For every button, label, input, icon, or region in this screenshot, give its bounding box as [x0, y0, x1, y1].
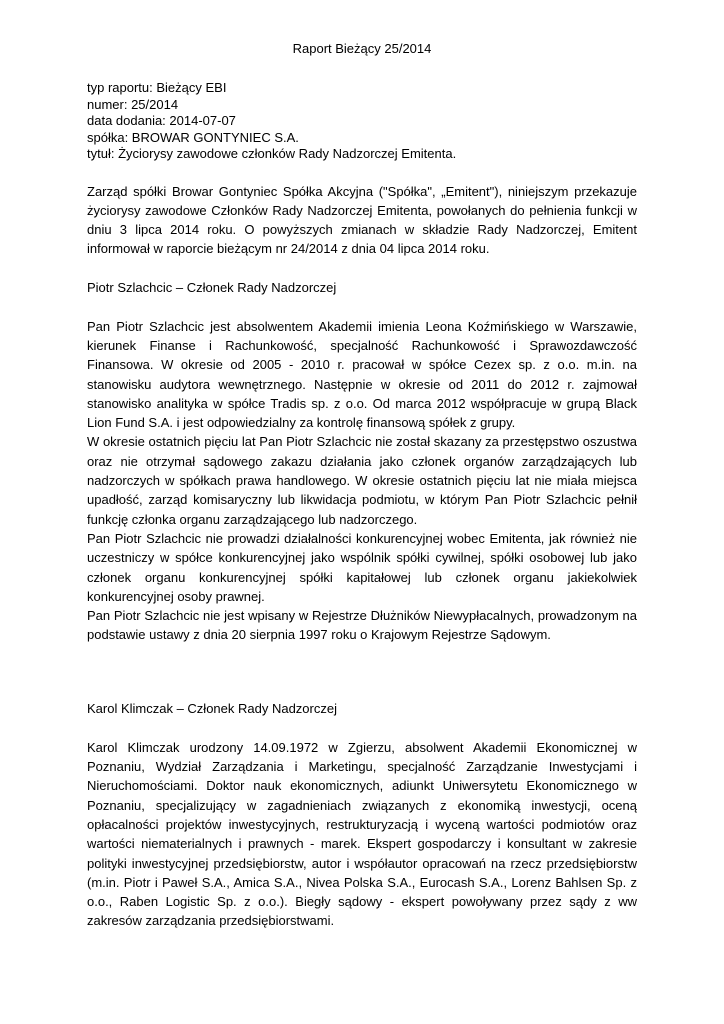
member1-registry-paragraph: Pan Piotr Szlachcic nie jest wpisany w Rejestrze Dłużników Niewypłacalnych, prowadzonym na podstawie ustawy z dnia 20 sierpnia 1997 roku o Krajowym Rejestrze Sądowym. [87, 608, 637, 643]
intro-paragraph: Zarząd spółki Browar Gontyniec Spółka Akcyjna ("Spółka", „Emitent"), niniejszym przekazuje życiorysy zawodowe Członków Rady Nadzorczej Emitenta, powołanych do pełnienia funkcji w dniu 3 lipca 2014 roku. O powyższych zmianach w składzie Rady Nadzorczej, Emitent informował w raporcie bieżącym nr 24/2014 z dnia 04 lipca 2014 roku. [87, 183, 637, 257]
report-metadata [87, 80, 637, 163]
report-number: numer: 25/2014 [87, 96, 179, 112]
report-subject: tytuł: Życiorysy zawodowe członków Rady Nadzorczej Emitenta. [87, 146, 457, 161]
member1-competition-paragraph: Pan Piotr Szlachcic nie prowadzi działalności konkurencyjnej wobec Emitenta, jak również nie uczestniczy w spółce konkurencyjnej jako wspólnik spółki cywilnej, spółki osobowej lub jako członek organu konkurencyjnej spółki kapitałowej lub członek organu jakiekolwiek konkurencyjnej osoby prawnej. [87, 530, 637, 604]
member2-bio-paragraph: Karol Klimczak urodzony 14.09.1972 w Zgierzu, absolwent Akademii Ekonomicznej w Poznaniu, Wydział Zarządzania i Marketingu, specjalność Zarządzanie Inwestycjami i Nieruchomościami. Doktor nauk ekonomicznych, adiunkt Uniwersytetu Ekonomicznego w Poznaniu, specjalizujący w zagadnieniach związanych z ekonomiką inwestycji, oceną opłacalności projektów inwestycyjnych, restrukturyzacją i wyceną wartości podmiotów oraz wartości niematerialnych i prawnych - marek. Ekspert gospodarczy i konsultant w zakresie polityki inwestycyjnej przedsiębiorstw, autor i współautor opracowań na rzecz przedsiębiorstw (m.in. Piotr i Paweł S.A., Amica S.A., Nivea Polska S.A., Eurocash S.A., Lorenz Bahlsen Sp. z o.o., Raben Logistic Sp. z o.o.). Biegły sądowy - ekspert powoływany przez sądy z ww zakresów zarządzania przedsiębiorstwami. [87, 739, 637, 929]
member1-legal-paragraph: W okresie ostatnich pięciu lat Pan Piotr Szlachcic nie został skazany za przestępstwo oszustwa oraz nie otrzymał sądowego zakazu działania jako członek organów zarządzających lub nadzorczych w spółkach prawa handlowego. W okresie ostatnich pięciu lat nie miała miejsca upadłość, zarząd komisaryczny lub likwidacja podmiotu, w którym Pan Piotr Szlachcic pełnił funkcję członka organu zarządzającego lub nadzorczego. [87, 434, 637, 527]
member2-heading: Karol Klimczak – Członek Rady Nadzorczej [87, 700, 337, 716]
date-added: data dodania: 2014-07-07 [87, 113, 236, 128]
company-name: spółka: BROWAR GONTYNIEC S.A. [87, 129, 299, 145]
member1-heading: Piotr Szlachcic – Członek Rady Nadzorczej [87, 279, 337, 295]
report-title: Raport Bieżący 25/2014 [292, 41, 432, 56]
report-type: typ raportu: Bieżący EBI [87, 80, 227, 95]
member1-bio-paragraph: Pan Piotr Szlachcic jest absolwentem Akademii imienia Leona Koźmińskiego w Warszawie, kierunek Finanse i Rachunkowość, specjalność Rachunkowość i Sprawozdawczość Finansowa. W okresie od 2005 - 2010 r. pracował w spółce Cezex sp. z o.o. m.in. na stanowisku audytora wewnętrznego. Następnie w okresie od 2011 do 2012 r. zajmował stanowisko analityka w spółce Tradis sp. z o.o. Od marca 2012 współpracuje w grupą Black Lion Fund S.A. i jest odpowiedzialny za kontrolę finansową spółek z grupy. [87, 318, 637, 431]
